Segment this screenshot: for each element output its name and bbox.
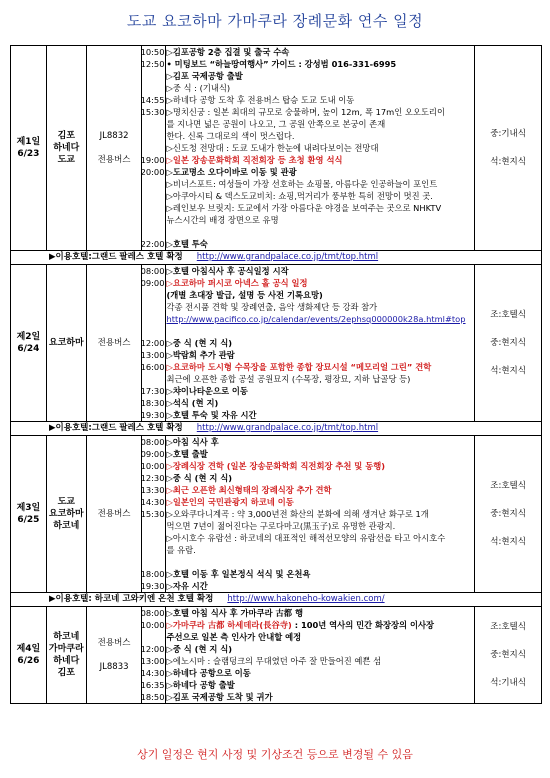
meal-item: 중:기내식 (490, 129, 526, 139)
time-cell: 08:00 (140, 608, 165, 618)
hotel-label: ▶이용호텔:그랜드 팔레스 호텔 확정 (49, 252, 183, 262)
day-row (11, 46, 541, 251)
time-cell: 19:30 (140, 581, 165, 591)
activity-row: 한다. 신록 그대로의 색이 멋스럽다. (166, 131, 295, 141)
activity-row: ▷호텔 투숙 (166, 239, 208, 249)
meal-item: 중:현지식 (490, 650, 526, 660)
activity-column (166, 607, 475, 703)
time-cell: 12:30 (140, 473, 165, 483)
hotel-row (11, 593, 541, 607)
activity-row: ▷하네다 공항 출발 (166, 680, 235, 690)
transport-label (87, 46, 143, 250)
time-cell: 15:30 (140, 107, 165, 117)
meal-column (475, 265, 541, 421)
meal-item: 조:호텔식 (490, 310, 526, 320)
activity-row: ▷호텔 아침식사 후 공식일정 시작 (166, 266, 289, 276)
activity-column (166, 46, 475, 250)
place-label: 요코하마 (47, 265, 87, 421)
activity-row: ▷김포 국제공항 출발 (166, 71, 243, 81)
transport-label (87, 607, 143, 703)
transport-item: 전용버스 (97, 638, 131, 648)
place-label: 하코네 가마쿠라 하네다 김포 (47, 607, 87, 703)
meal-item: 석:현지식 (490, 366, 526, 376)
activity-row: ▷일본인의 국민관광지 하코네 이동 (166, 497, 294, 507)
activity-row: ▷박람회 추가 관람 (166, 350, 235, 360)
time-cell: 18:50 (140, 692, 165, 702)
time-cell: 13:30 (140, 485, 165, 495)
meal-item: 석:현지식 (490, 537, 526, 547)
time-column (142, 607, 166, 703)
activity-row: ▷하네다 공항으로 이동 (166, 668, 251, 678)
activity-row: 최근에 오픈한 종합 공설 공원묘지 (수목장, 평장묘, 지하 납골당 등) (166, 374, 411, 384)
day-label: 제1일 6/23 (11, 46, 47, 250)
transport-item: 전용버스 (97, 155, 131, 165)
schedule-table (10, 45, 542, 704)
activity-row (166, 556, 474, 568)
time-cell: 13:00 (140, 656, 165, 666)
transport-item: 전용버스 (97, 338, 131, 348)
time-cell: 18:00 (140, 569, 165, 579)
time-column (142, 436, 166, 592)
place-label: 김포 하네다 도교 (47, 46, 87, 250)
hotel-label: ▶이용호텔:그랜드 팔레스 호텔 확정 (49, 423, 183, 433)
meal-column (475, 436, 541, 592)
activity-row: 를 지나면 넓은 공원이 나오고, 그 공원 안쪽으로 본궁이 존재 (166, 119, 386, 129)
activity-row (166, 226, 474, 238)
page-title: 도교 요코하마 가마쿠라 장례문화 연수 일정 (126, 12, 424, 30)
day-label: 제4일 6/26 (11, 607, 47, 703)
activity-row: ▷중 식 (현 지 식) (166, 473, 233, 483)
activity-row: ▷김포 국제공항 도착 및 귀가 (166, 692, 273, 702)
activity-row: ▷최근 오픈한 최신형태의 장례식장 추가 견학 (166, 485, 332, 495)
activity-row: ▷아쿠아시티 & 덱스도교비치: 쇼핑,먹거리가 풍부한 특히 전망이 멋진 곳. (166, 191, 433, 201)
transport-label (87, 265, 143, 421)
activity-row (166, 619, 474, 631)
time-cell: 16:35 (140, 680, 165, 690)
activity-text: : 100년 역사의 민간 화장장의 이사장 (291, 620, 435, 630)
hotel-label: ▶이용호텔: 하코네 고와키엔 온천 호텔 확정 (49, 594, 214, 604)
transport-item: 전용버스 (97, 509, 131, 519)
meal-column (475, 46, 541, 250)
activity-row: ▷호텔 투숙 및 자유 시간 (166, 410, 257, 420)
time-cell: 13:00 (140, 350, 165, 360)
activity-row: ▷석식 (현 지) (166, 398, 219, 408)
meal-item: 중:현지식 (490, 509, 526, 519)
meal-item: 조:호텔식 (490, 481, 526, 491)
activity-row: ▷하네다 공항 도착 후 전용버스 탑승 도교 도내 이동 (166, 95, 355, 105)
time-cell: 15:30 (140, 509, 165, 519)
time-cell: 14:30 (140, 668, 165, 678)
day-row (11, 436, 541, 593)
activity-row: ▷오와쿠다니계곡 : 약 3,000년전 화산의 분화에 의해 생겨난 화구로 1개 (166, 509, 429, 519)
activity-row: ▷에노시마 : 슬램덩크의 무대였던 아주 잘 만들어진 예쁜 섬 (166, 656, 382, 666)
time-cell: 12:00 (140, 338, 165, 348)
activity-row: ▷챠이나타운으로 이동 (166, 386, 248, 396)
activity-row: • 미팅보드 “하늘땅여행사” 가이드 : 강성범 016-331-6995 (166, 59, 397, 69)
activity-row: 먹으면 7년이 젊어진다는 구로다마고(黒玉子)로 유명한 관광지. (166, 521, 396, 531)
activity-row: ▷요코하마 도시형 수목장을 포함한 종합 장묘시설 “메모리얼 그린” 견학 (166, 362, 432, 372)
activity-row: ▷일본 장송문화학회 직전회장 등 초청 환영 석식 (166, 155, 343, 165)
hotel-row (11, 422, 541, 436)
activity-row: 각종 전시품 견학 및 장례연출, 음악 생화제단 등 강좌 참가 (166, 302, 378, 312)
activity-row: ▷비너스포트: 여성들이 가장 선호하는 쇼핑몰, 아름다운 인공하늘이 포인트 (166, 179, 438, 189)
activity-row: ▷장례식장 견학 (일본 장송문화학회 직전회장 추천 및 동행) (166, 461, 386, 471)
time-cell: 08:00 (140, 266, 165, 276)
day-label: 제3일 6/25 (11, 436, 47, 592)
activity-row: (개별 초대장 발급, 설명 등 사전 기록요망) (166, 290, 323, 300)
hotel-row (11, 251, 541, 265)
time-cell: 09:00 (140, 278, 165, 288)
time-cell: 14:55 (140, 95, 165, 105)
activity-row: ▷요코하마 퍼시코 아넥스 홀 공식 일정 (166, 278, 308, 288)
activity-row: ▷신도청 전망대 : 도쿄 도내가 한눈에 내려다보이는 전망대 (166, 143, 379, 153)
time-cell: 17:30 (140, 386, 165, 396)
activity-row: ▷중 식 : (기내식) (166, 83, 231, 93)
activity-row: ▷레인보우 브릿지: 도교에서 가장 아름다운 야경을 보여주는 곳으로 NHKTV (166, 203, 442, 213)
transport-item: JL8832 (99, 131, 129, 141)
time-cell: 09:00 (140, 449, 165, 459)
time-cell: 19:00 (140, 155, 165, 165)
activity-row: 주선으로 일본 측 인사가 안내할 예정 (166, 632, 302, 642)
day-row (11, 265, 541, 422)
activity-row: ▷도교명소 오다이바로 이동 및 관광 (166, 167, 297, 177)
time-cell: 20:00 (140, 167, 165, 177)
activity-row: ▷호텔 이동 후 일본정식 석식 및 온천욕 (166, 569, 311, 579)
day-row (11, 607, 541, 703)
activity-row: ▷아시호수 유람선 : 하코네의 대표적인 해적선모양의 유람선을 타고 아시호수 (166, 533, 446, 543)
transport-label (87, 436, 143, 592)
time-cell: 08:00 (140, 437, 165, 447)
activity-row: ▷호텔 출발 (166, 449, 208, 459)
activity-column (166, 265, 475, 421)
activity-row (166, 325, 474, 337)
activity-row[interactable]: http://www.pacifico.co.jp/calendar/events/2ephsq000000k28a.html#top (166, 314, 466, 324)
activity-highlight: ▷가마쿠라 古都 하세데라(長谷寺) (166, 620, 292, 630)
meal-item: 석:현지식 (490, 157, 526, 167)
time-cell: 10:50 (140, 47, 165, 57)
time-cell: 14:30 (140, 497, 165, 507)
hotel-link[interactable]: http://www.hakoneho-kowakien.com/ (227, 594, 385, 604)
time-cell: 19:30 (140, 410, 165, 420)
time-column (142, 46, 166, 250)
transport-item: JL8833 (99, 662, 129, 672)
activity-row: ▷명치신궁 : 일본 최대의 규모로 숭물하며, 높이 12m, 폭 17m인 오오도리이 (166, 107, 445, 117)
time-cell: 22:00 (140, 239, 165, 249)
time-cell: 16:00 (140, 362, 165, 372)
hotel-link[interactable]: http://www.grandpalace.co.jp/tmt/top.html (196, 423, 379, 433)
meal-item: 중:현지식 (490, 338, 526, 348)
activity-row: ▷자유 시간 (166, 581, 208, 591)
time-column (142, 265, 166, 421)
meal-item: 석:기내식 (490, 678, 526, 688)
day-label: 제2일 6/24 (11, 265, 47, 421)
activity-row: 를 유람. (166, 545, 196, 555)
meal-column (475, 607, 541, 703)
time-cell: 12:00 (140, 644, 165, 654)
hotel-link[interactable]: http://www.grandpalace.co.jp/tmt/top.html (196, 252, 379, 262)
activity-row: ▷중 식 (현 지 식) (166, 338, 233, 348)
activity-row: ▷호텔 아침 식사 후 가마쿠라 古都 행 (166, 608, 303, 618)
activity-row: ▷김포공항 2층 집결 및 출국 수속 (166, 47, 290, 57)
time-cell: 18:30 (140, 398, 165, 408)
time-cell: 10:00 (140, 461, 165, 471)
activity-row: 뉴스시간의 배경 장면으로 유명 (166, 215, 279, 225)
activity-row: ▷중 식 (현 지 식) (166, 644, 233, 654)
meal-item: 조:호텔식 (490, 622, 526, 632)
time-cell: 10:00 (140, 620, 165, 630)
footer-note: 상기 일정은 현지 사정 및 기상조건 등으로 변경될 수 있음 (137, 748, 413, 761)
activity-row: ▷아침 식사 후 (166, 437, 219, 447)
activity-column (166, 436, 475, 592)
place-label: 도교 요코하마 하코네 (47, 436, 87, 592)
time-cell: 12:50 (140, 59, 165, 69)
